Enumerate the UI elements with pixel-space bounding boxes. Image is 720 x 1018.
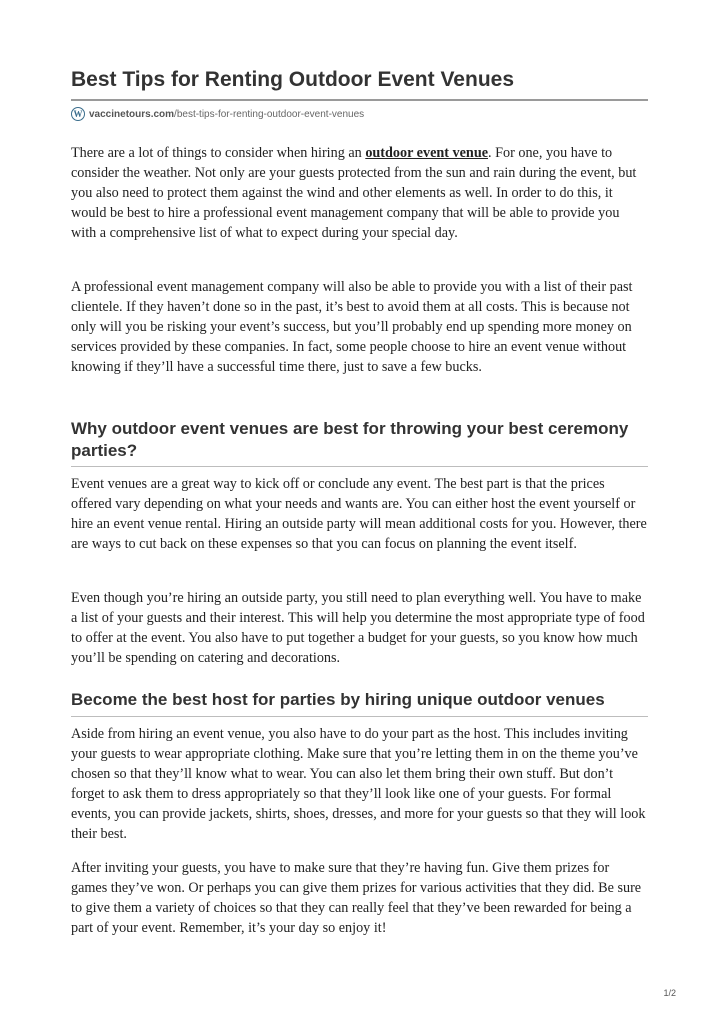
section-1-divider bbox=[71, 466, 648, 467]
section-heading-2: Become the best host for parties by hiring unique outdoor venues bbox=[71, 690, 605, 709]
wordpress-icon: W bbox=[71, 107, 85, 121]
intro-paragraph-1 bbox=[71, 143, 648, 243]
source-domain: vaccinetours.com bbox=[89, 108, 175, 120]
intro-text-start: There are a lot of things to consider when hiring an bbox=[71, 145, 366, 161]
intro-text-end: . For one, you have to consider the weather. Not only are your guests protected from the sun and rain during the event, but you also need to protect them against the wind and other elements as well. In order to do this, it would be best to hire a professional event management company that will be able to provide you with a comprehensive list of what to expect during your special day. bbox=[71, 145, 637, 241]
page-title: Best Tips for Renting Outdoor Event Venues bbox=[71, 68, 514, 91]
intro-paragraph-2: A professional event management company will also be able to provide you with a list of their past clientele. If they haven’t done so in the past, it’s best to avoid them at all costs. This is because not only will you be risking your event’s success, but you’ll probably end up spending more money on services provided by these companies. In fact, some people choose to hire an event venue without knowing if they’ll have a successful time there, just to save a few bucks. bbox=[71, 279, 633, 375]
source-path: /best-tips-for-renting-outdoor-event-venues bbox=[174, 108, 365, 120]
section-heading-1: Why outdoor event venues are best for throwing your best ceremony parties? bbox=[71, 419, 629, 460]
section-1-paragraph-2: Even though you’re hiring an outside party, you still need to plan everything well. You have to make a list of your guests and their interest. This will help you determine the most appropriate type of food to offer at the event. You also have to put together a budget for your guests, so you know how much you’ll be spending on catering and decorations. bbox=[71, 590, 645, 666]
outdoor-event-venue-link[interactable]: outdoor event venue bbox=[365, 145, 489, 161]
title-divider bbox=[71, 99, 648, 101]
source-link[interactable] bbox=[89, 109, 364, 120]
section-1-paragraph-1: Event venues are a great way to kick off or conclude any event. The best part is that the prices offered vary depending on what your needs and wants are. You can either host the event yourself or hire an event venue rental. Hiring an outside party will mean additional costs for you. However, there are ways to cut back on these expenses so that you can focus on planning the event itself. bbox=[71, 476, 647, 552]
source-line bbox=[71, 106, 364, 122]
section-2-paragraph-2: After inviting your guests, you have to make sure that they’re having fun. Give them prizes for games they’ve won. Or perhaps you can give them prizes for various activities that they did. Be sure to give them a variety of choices so that they can really feel that they’ve been rewarded for being a part of your event. Remember, it’s your day so enjoy it! bbox=[71, 860, 642, 936]
section-2-paragraph-1: Aside from hiring an event venue, you also have to do your part as the host. This includes inviting your guests to wear appropriate clothing. Make sure that you’re letting them in on the theme you’ve chosen so that they’ll know what to wear. You can also let them bring their own stuff. But don’t forget to ask them to dress appropriately so that they’ll look like one of your guests. For formal events, you can provide jackets, shirts, shoes, dresses, and more for your guests so that they will look their best. bbox=[71, 726, 646, 842]
page-number: 1/2 bbox=[663, 988, 676, 998]
section-2-divider bbox=[71, 716, 648, 717]
